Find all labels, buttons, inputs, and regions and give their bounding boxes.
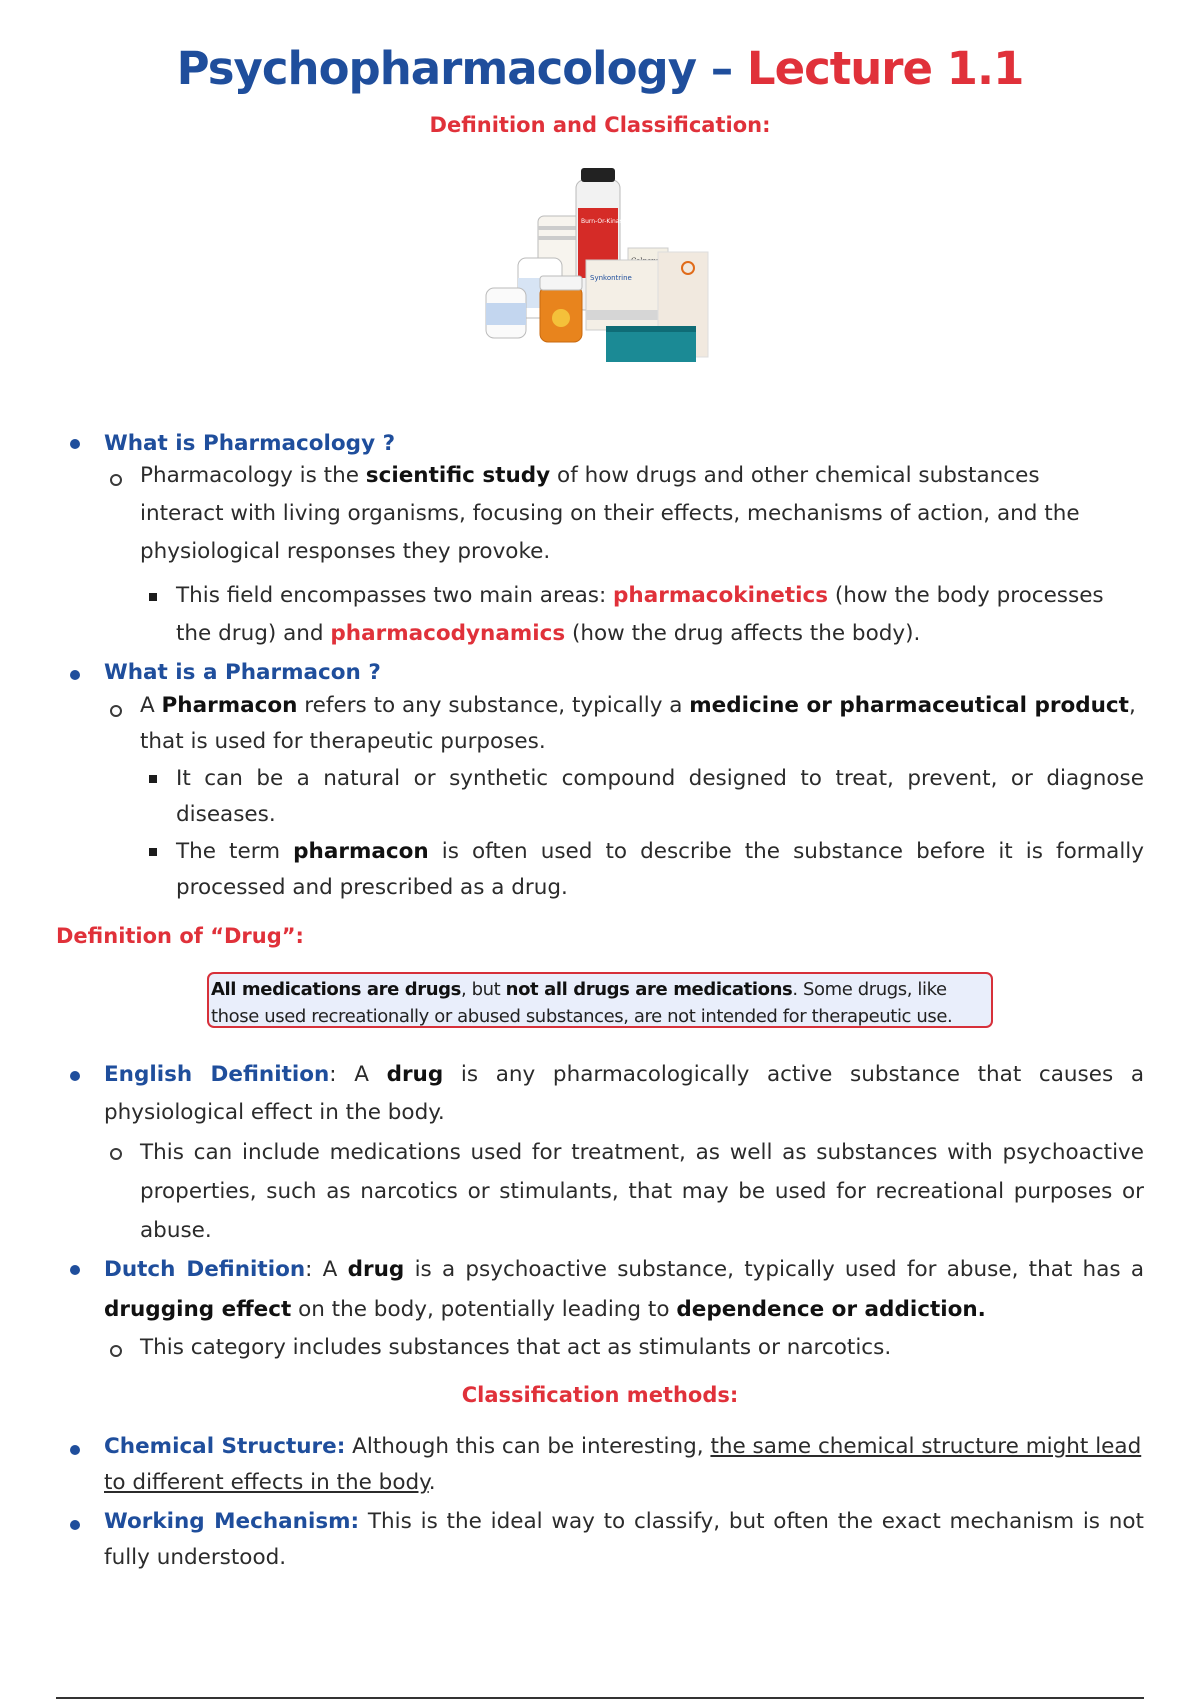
box-label: Synkontrine xyxy=(590,274,632,282)
bullet xyxy=(70,1265,80,1275)
label-dutch: Dutch Definition xyxy=(104,1257,306,1282)
text: is any pharmacologically active substance that causes a physiological effect in the body. xyxy=(104,1062,1144,1125)
text-underlined: the same chemical structure might lead to different effects in the body xyxy=(104,1434,1142,1495)
text-bold: drug xyxy=(347,1257,405,1282)
english-definition xyxy=(104,1056,1144,1132)
label-working: Working Mechanism: xyxy=(104,1509,360,1534)
bullet xyxy=(149,848,157,856)
question-pharmacology: What is Pharmacology ? xyxy=(104,431,396,456)
label-english: English Definition xyxy=(104,1062,330,1087)
text: , that is used for therapeutic purposes. xyxy=(140,693,1136,754)
text: Pharmacology is the xyxy=(140,463,366,488)
text-bold: Pharmacon xyxy=(161,693,298,718)
text-bold: scientific study xyxy=(365,463,551,488)
drug-definition-heading: Definition of “Drug”: xyxy=(56,924,304,948)
dutch-definition xyxy=(104,1250,1144,1330)
working-mechanism xyxy=(104,1504,1144,1576)
page-subtitle: Definition and Classification: xyxy=(429,113,771,137)
text-bold: All medications are drugs xyxy=(211,979,461,1000)
title-lecture: Lecture 1.1 xyxy=(746,42,1024,95)
pharmacon-term xyxy=(176,834,1144,906)
bullet xyxy=(70,1520,80,1530)
text: , but xyxy=(460,979,506,1000)
title-main: Psychopharmacology – xyxy=(176,42,733,95)
bullet xyxy=(110,705,122,717)
text: This field encompasses two main areas: xyxy=(176,583,614,608)
text: of how drugs and other chemical substances interact with living organisms, focusing on their effects, mechanisms of action, and the physiological responses they provoke. xyxy=(140,463,1080,564)
question-pharmacon: What is a Pharmacon ? xyxy=(104,660,381,685)
text-bold: medicine or pharmaceutical product xyxy=(689,693,1129,718)
text: This is the ideal way to classify, but often the exact mechanism is not fully understood. xyxy=(104,1509,1144,1570)
keyword-pharmacodynamics: pharmacodynamics xyxy=(330,621,566,646)
bullet xyxy=(149,775,157,783)
bullet xyxy=(110,1345,122,1357)
text-bold: drugging effect xyxy=(104,1297,292,1322)
pharmacon-compound: It can be a natural or synthetic compound designed to treat, prevent, or diagnose diseases. xyxy=(176,766,1144,827)
text: (how the body processes the drug) and xyxy=(176,583,1104,646)
text: is often used to describe the substance before it is formally processed and prescribed as a drug. xyxy=(176,839,1145,900)
bullet xyxy=(70,670,80,680)
text: . xyxy=(428,1470,436,1495)
text: : A xyxy=(305,1257,348,1282)
text: refers to any substance, typically a xyxy=(297,693,690,718)
text: A xyxy=(140,693,162,718)
pharmacon-definition xyxy=(140,688,1144,760)
bullet xyxy=(110,1148,122,1160)
text-bold: drug xyxy=(386,1062,444,1087)
chemical-structure xyxy=(104,1429,1144,1501)
text: . Some drugs, like those used recreationally or abused substances, are not intended for therapeutic use. xyxy=(211,979,953,1027)
medicines-image xyxy=(478,168,728,393)
text-bold: pharmacon xyxy=(293,839,429,864)
tall-bottle-label: Burn-Or-Kinase xyxy=(581,218,627,225)
bullet xyxy=(70,439,80,449)
text-bold: dependence or addiction. xyxy=(676,1297,986,1322)
bullet xyxy=(70,1071,80,1081)
bullet xyxy=(149,593,157,601)
text: : A xyxy=(329,1062,387,1087)
classification-heading: Classification methods: xyxy=(461,1383,739,1407)
text: Although this can be interesting, xyxy=(345,1434,711,1459)
text: on the body, potentially leading to xyxy=(291,1297,677,1322)
dutch-sub: This category includes substances that act as stimulants or narcotics. xyxy=(140,1335,892,1360)
text: (how the drug affects the body). xyxy=(565,621,921,646)
page-title xyxy=(0,42,1200,95)
callout-box xyxy=(207,972,993,1028)
text: is a psychoactive substance, typically used for abuse, that has a xyxy=(404,1257,1144,1282)
bullet xyxy=(110,474,122,486)
bullet xyxy=(70,1445,80,1455)
keyword-pharmacokinetics: pharmacokinetics xyxy=(613,583,829,608)
text-bold: not all drugs are medications xyxy=(505,979,793,1000)
text: The term xyxy=(176,839,294,864)
footer-divider xyxy=(56,1697,1144,1699)
label-chemical: Chemical Structure: xyxy=(104,1434,346,1459)
pharmacology-areas xyxy=(176,577,1128,653)
english-sub: This can include medications used for treatment, as well as substances with psychoactive properties, such as narcotics or stimulants, that may be used for recreational purposes or abuse. xyxy=(140,1140,1144,1243)
pharmacology-definition xyxy=(140,457,1128,571)
